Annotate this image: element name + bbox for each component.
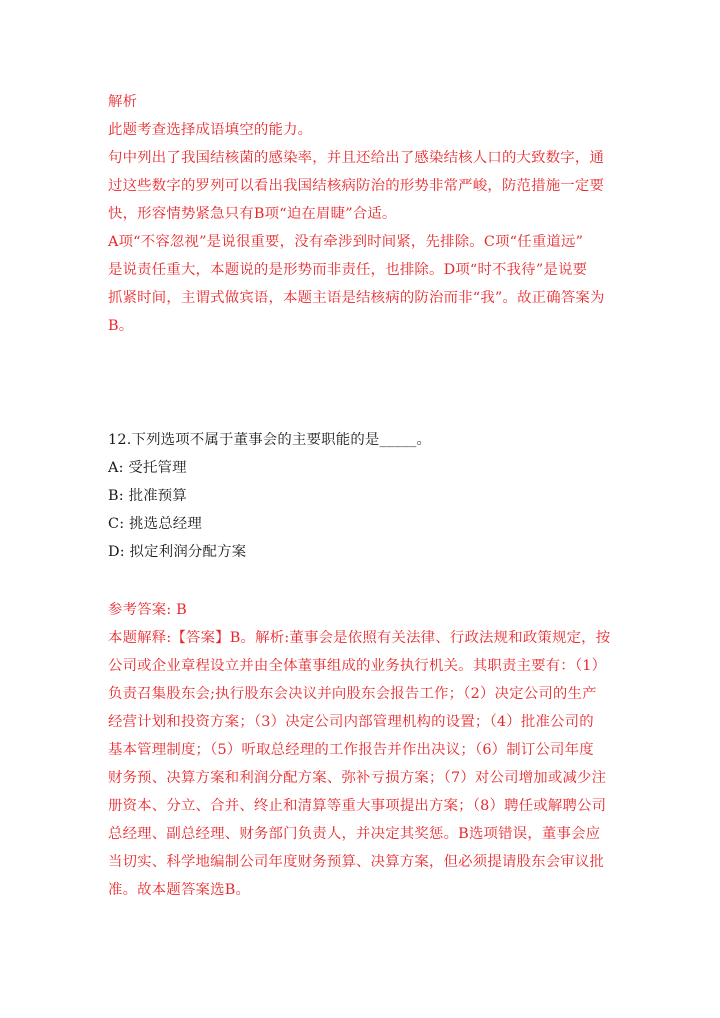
answer-explanation-line: 经营计划和投资方案；（3）决定公司内部管理机构的设置；（4）批准公司的	[108, 714, 594, 730]
answer-explanation-line: 准。故本题答案选B。	[108, 882, 251, 898]
answer-explanation-line: 负责召集股东会;执行股东会决议并向股东会报告工作；（2）决定公司的生产	[108, 686, 597, 702]
analysis-line: 句中列出了我国结核菌的感染率，并且还给出了感染结核人口的大致数字，通	[108, 150, 605, 166]
answer-explanation-line: 财务预、决算方案和利润分配方案、弥补亏损方案；（7）对公司增加或减少注	[108, 770, 607, 786]
answer-section	[108, 596, 618, 904]
option-b: B: 批准预算	[108, 488, 187, 504]
answer-explanation-line: 公司或企业章程设立并由全体董事组成的业务执行机关。其职责主要有：（1）	[108, 658, 607, 674]
question-section	[108, 426, 618, 566]
answer-explanation-line: 本题解释:【答案】B。解析:董事会是依照有关法律、行政法规和政策规定，按	[108, 630, 611, 646]
reference-answer: 参考答案: B	[108, 602, 187, 618]
analysis-line: A项“不容忽视”是说很重要，没有牵涉到时间紧，先排除。C项“任重道远”	[108, 234, 584, 250]
analysis-section	[108, 88, 618, 340]
analysis-line: 抓紧时间，主谓式做宾语，本题主语是结核病的防治而非“我”。故正确答案为	[108, 290, 605, 306]
answer-explanation-line: 当切实、科学地编制公司年度财务预算、决算方案，但必须提请股东会审议批	[108, 854, 605, 870]
analysis-line: B。	[108, 318, 134, 334]
option-a: A: 受托管理	[108, 460, 187, 476]
question-stem: 12.下列选项不属于董事会的主要职能的是_____。	[108, 432, 432, 448]
analysis-heading: 解析	[108, 94, 138, 110]
option-c: C: 挑选总经理	[108, 516, 202, 532]
answer-explanation-line: 总经理、副总经理、财务部门负责人，并决定其奖惩。B选项错误，董事会应	[108, 826, 601, 842]
analysis-line: 是说责任重大，本题说的是形势而非责任，也排除。D项“时不我待”是说要	[108, 262, 588, 278]
analysis-line: 过这些数字的罗列可以看出我国结核病防治的形势非常严峻，防范措施一定要	[108, 178, 605, 194]
analysis-line: 此题考查选择成语填空的能力。	[108, 122, 313, 138]
answer-explanation-line: 基本管理制度；（5）听取总经理的工作报告并作出决议；（6）制订公司年度	[108, 742, 594, 758]
analysis-line: 快，形容情势紧急只有B项“迫在眉睫”合适。	[108, 206, 397, 222]
option-d: D: 拟定利润分配方案	[108, 544, 247, 560]
answer-explanation-line: 册资本、分立、合并、终止和清算等重大事项提出方案；（8）聘任或解聘公司	[108, 798, 607, 814]
